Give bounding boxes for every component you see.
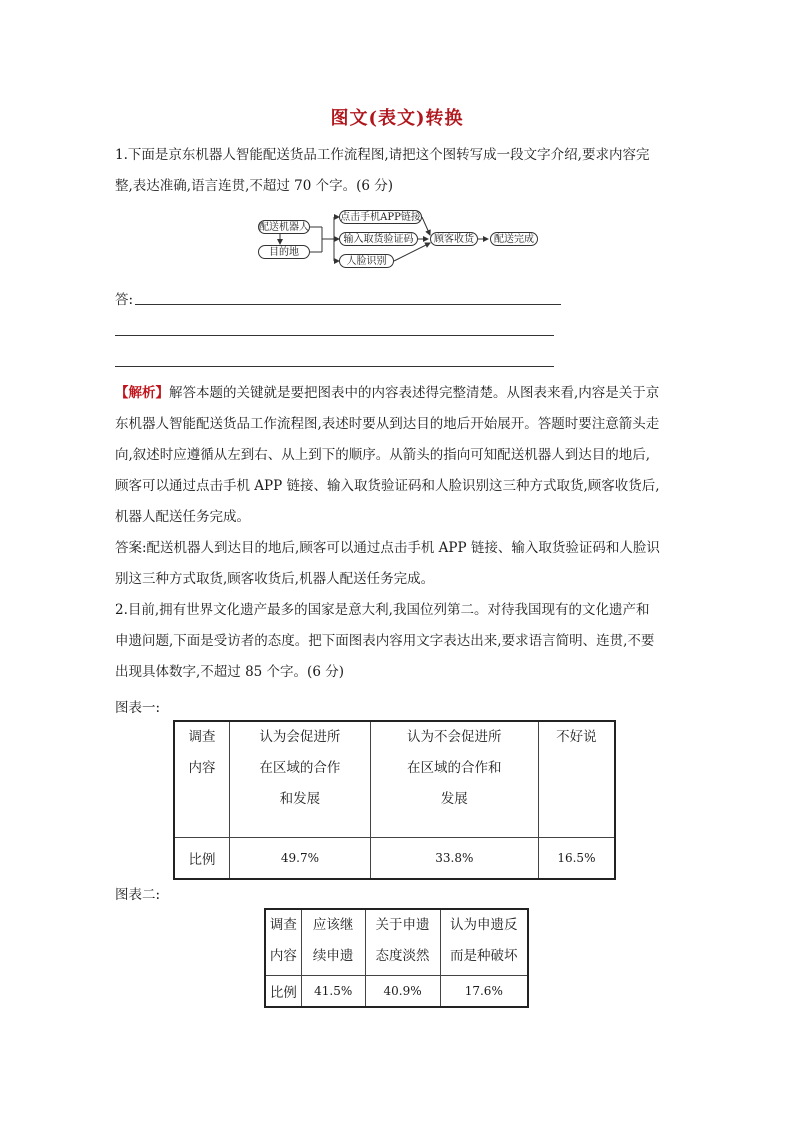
flow-node-app-link: 点击手机APP链接 [340, 212, 421, 223]
table-cell: 33.8% [370, 837, 538, 879]
analysis-line-4: 顾客可以通过点击手机 APP 链接、输入取货验证码和人脸识别这三种方式取货,顾客收货后, [115, 478, 660, 494]
flow-node-face-recognition: 人脸识别 [339, 254, 394, 268]
table-cell: 40.9% [365, 975, 440, 1007]
question-1-line-2: 整,表达准确,语言连贯,不超过 70 个字。(6 分) [115, 178, 394, 194]
question-2-line-2: 申遗问题,下面是受访者的态度。把下面图表内容用文字表达出来,要求语言简明、连贯,不要 [115, 633, 655, 649]
table-cell: 关于申遗 态度淡然 [365, 909, 440, 975]
chart-1-label: 图表一: [115, 700, 161, 716]
flow-node-start: 配送机器人 [259, 222, 309, 233]
table-cell: 41.5% [301, 975, 365, 1007]
answer-line-1 [135, 304, 561, 305]
question-2-line-3: 出现具体数字,不超过 85 个字。(6 分) [115, 664, 344, 680]
analysis-tag: 【解析】 [115, 385, 169, 401]
page-title: 图文(表文)转换 [330, 108, 464, 129]
table-row [174, 721, 615, 837]
table-row [265, 975, 528, 1007]
question-2 [115, 595, 685, 688]
answer-text-line-2: 别这三种方式取货,顾客收货后,机器人配送任务完成。 [115, 571, 435, 587]
question-2-line-1: 2.目前,拥有世界文化遗产最多的国家是意大利,我国位列第二。对待我国现有的文化遗产和 [115, 602, 650, 618]
analysis-block [115, 378, 685, 533]
answer-label: 答: [115, 292, 134, 308]
table-cell: 不好说 [538, 721, 615, 837]
table-row [174, 837, 615, 879]
answer-block [115, 533, 685, 595]
survey-table-1 [173, 720, 616, 880]
answer-line-2 [115, 335, 554, 336]
survey-table-2 [264, 908, 529, 1008]
flow-node-destination: 目的地 [258, 245, 310, 259]
table-cell: 认为申遗反 而是种破坏 [440, 909, 528, 975]
table-cell: 调查 内容 [174, 721, 230, 837]
arrow-opt1-to-receive [422, 217, 430, 235]
analysis-line-1: 【解析】解答本题的关键就是要把图表中的内容表述得完整清楚。从图表来看,内容是关于京 [115, 385, 660, 401]
table-cell: 认为不会促进所 在区域的合作和 发展 [370, 721, 538, 837]
question-1 [115, 140, 685, 202]
chart-2-label: 图表二: [115, 887, 161, 903]
flow-node-done: 配送完成 [490, 232, 538, 246]
answer-text-line-1: 答案:配送机器人到达目的地后,顾客可以通过点击手机 APP 链接、输入取货验证码和人脸识 [115, 540, 660, 556]
table-cell: 认为会促进所 在区域的合作 和发展 [230, 721, 371, 837]
table-cell: 应该继 续申遗 [301, 909, 365, 975]
table-cell: 17.6% [440, 975, 528, 1007]
analysis-line-5: 机器人配送任务完成。 [115, 509, 250, 525]
table-row [265, 909, 528, 975]
flow-node-verification-code: 输入取货验证码 [339, 232, 418, 246]
table-cell: 49.7% [230, 837, 371, 879]
flow-node-receive: 顾客收货 [430, 232, 478, 246]
table-cell: 比例 [174, 837, 230, 879]
table-cell: 16.5% [538, 837, 615, 879]
answer-line-3 [115, 366, 554, 367]
analysis-line-3: 向,叙述时应遵循从左到右、从上到下的顺序。从箭头的指向可知配送机器人到达目的地后, [115, 447, 651, 463]
table-cell: 比例 [265, 975, 301, 1007]
flow-chart [250, 208, 550, 272]
analysis-line-2: 东机器人智能配送货品工作流程图,表述时要从到达目的地后开始展开。答题时要注意箭头走 [115, 416, 660, 432]
table-cell: 调查 内容 [265, 909, 301, 975]
question-1-line-1: 1.下面是京东机器人智能配送货品工作流程图,请把这个图转写成一段文字介绍,要求内容完 [115, 147, 650, 163]
